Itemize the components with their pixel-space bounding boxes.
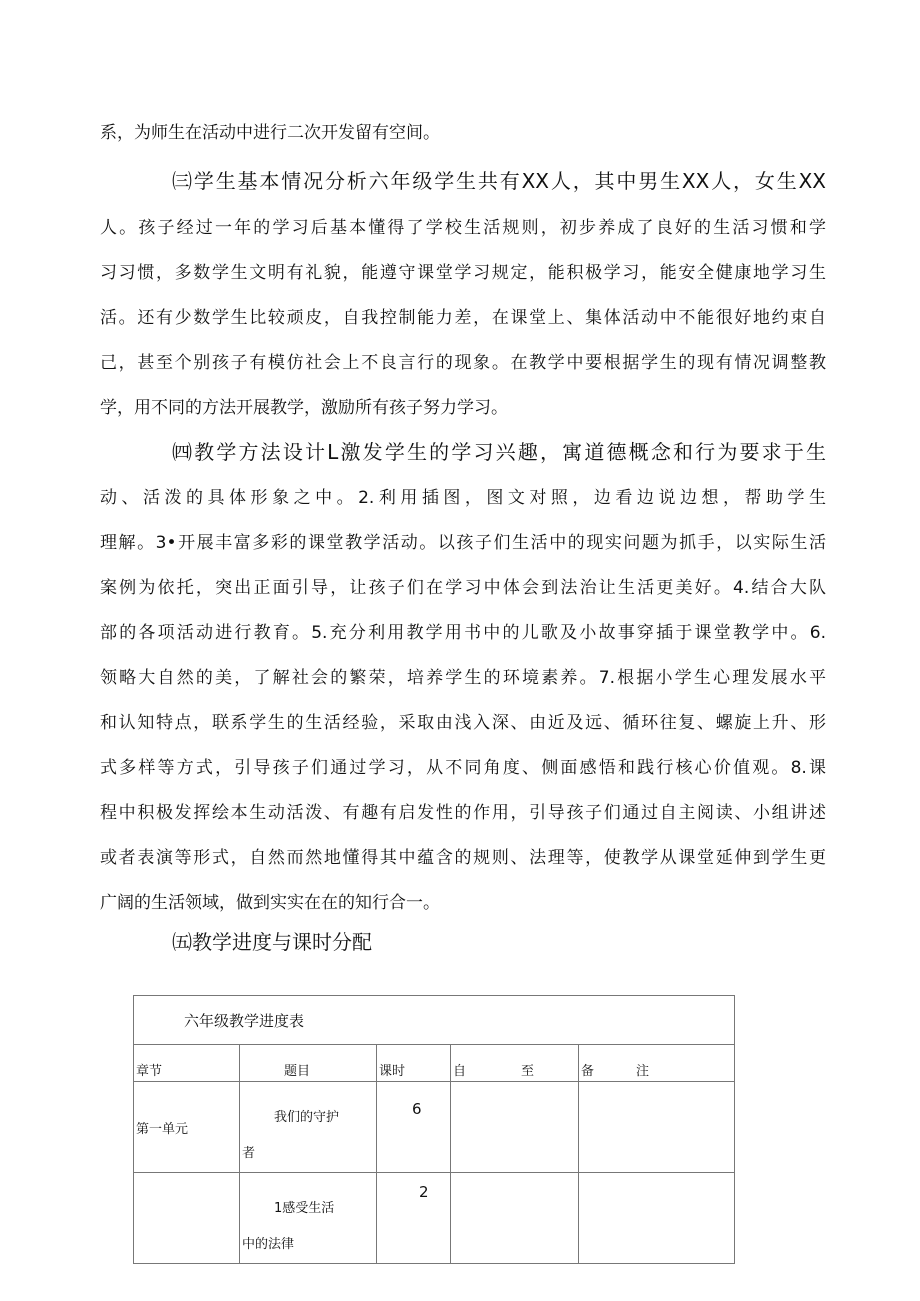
- text-line: 和认知特点，联系学生的生活经验，采取由浅入深、由近及远、循环往复、螺旋上升、形: [100, 713, 826, 733]
- text-line: 广阔的生活领域，做到实实在在的知行合一。: [100, 893, 440, 913]
- header-from: 自: [453, 1064, 467, 1079]
- hours-cell: 6: [377, 1082, 451, 1173]
- remark-cell: [579, 1173, 735, 1264]
- table-row: [134, 1173, 735, 1264]
- text-line: 部的各项活动进行教育。5.充分利用教学用书中的儿歌及小故事穿插于课堂教学中。6.: [100, 623, 826, 643]
- text-line: 活。还有少数学生比较顽皮，自我控制能力差，在课堂上、集体活动中不能很好地约束自: [100, 308, 826, 328]
- table-row: [134, 1082, 735, 1173]
- header-to: 至: [521, 1064, 535, 1079]
- topic-line: 1感受生活: [274, 1201, 335, 1216]
- text-line: 己，甚至个别孩子有模仿社会上不良言行的现象。在教学中要根据学生的现有情况调整教: [100, 353, 826, 373]
- text-line: 动、活泼的具体形象之中。2.利用插图，图文对照，边看边说边想，帮助学生: [100, 488, 826, 508]
- text-line: 或者表演等形式，自然而然地懂得其中蕴含的规则、法理等，使教学从课堂延伸到学生更: [100, 848, 826, 868]
- header-from-to: [451, 1045, 579, 1082]
- date-cell: [451, 1173, 579, 1264]
- text-line: 习习惯，多数学生文明有礼貌，能遵守课堂学习规定，能积极学习，能安全健康地学习生: [100, 263, 826, 283]
- header-remark-1: 备: [581, 1064, 595, 1079]
- chapter-cell: 第一单元: [134, 1082, 240, 1173]
- text-line: 程中积极发挥绘本生动活泼、有趣有启发性的作用，引导孩子们通过自主阅读、小组讲述: [100, 803, 826, 823]
- topic-cell: [240, 1082, 377, 1173]
- topic-line: 我们的守护: [274, 1110, 340, 1125]
- section-3-heading-line: ㈢学生基本情况分析六年级学生共有XX人，其中男生XX人，女生XX: [172, 169, 826, 193]
- header-hours: 课时: [377, 1045, 451, 1082]
- topic-cell: [240, 1173, 377, 1264]
- header-topic: 题目: [240, 1045, 377, 1082]
- header-remarks: [579, 1045, 735, 1082]
- chapter-cell: [134, 1173, 240, 1264]
- schedule-table: [133, 995, 735, 1264]
- text-line: 人。孩子经过一年的学习后基本懂得了学校生活规则，初步养成了良好的生活习惯和学: [100, 218, 826, 238]
- topic-line: 者: [242, 1146, 256, 1161]
- text-line: 系，为师生在活动中进行二次开发留有空间。: [100, 123, 440, 143]
- topic-line: 中的法律: [242, 1237, 295, 1252]
- date-cell: [451, 1082, 579, 1173]
- hours-cell: 2: [377, 1173, 451, 1264]
- remark-cell: [579, 1082, 735, 1173]
- header-chapter: 章节: [134, 1045, 240, 1082]
- table-title: 六年级教学进度表: [134, 996, 735, 1045]
- section-4-heading-line: ㈣教学方法设计L激发学生的学习兴趣，寓道德概念和行为要求于生: [172, 440, 826, 464]
- text-line: 案例为依托，突出正面引导，让孩子们在学习中体会到法治让生活更美好。4.结合大队: [100, 578, 826, 598]
- text-line: 理解。3•开展丰富多彩的课堂教学活动。以孩子们生活中的现实问题为抓手，以实际生活: [100, 533, 826, 553]
- text-line: 学，用不同的方法开展教学，激励所有孩子努力学习。: [100, 398, 508, 418]
- table-header-row: [134, 1045, 735, 1082]
- section-5-heading: ㈤教学进度与课时分配: [172, 930, 372, 954]
- text-line: 式多样等方式，引导孩子们通过学习，从不同角度、侧面感悟和践行核心价值观。8.课: [100, 758, 826, 778]
- header-remark-2: 注: [636, 1064, 650, 1079]
- text-line: 领略大自然的美，了解社会的繁荣，培养学生的环境素养。7.根据小学生心理发展水平: [100, 668, 826, 688]
